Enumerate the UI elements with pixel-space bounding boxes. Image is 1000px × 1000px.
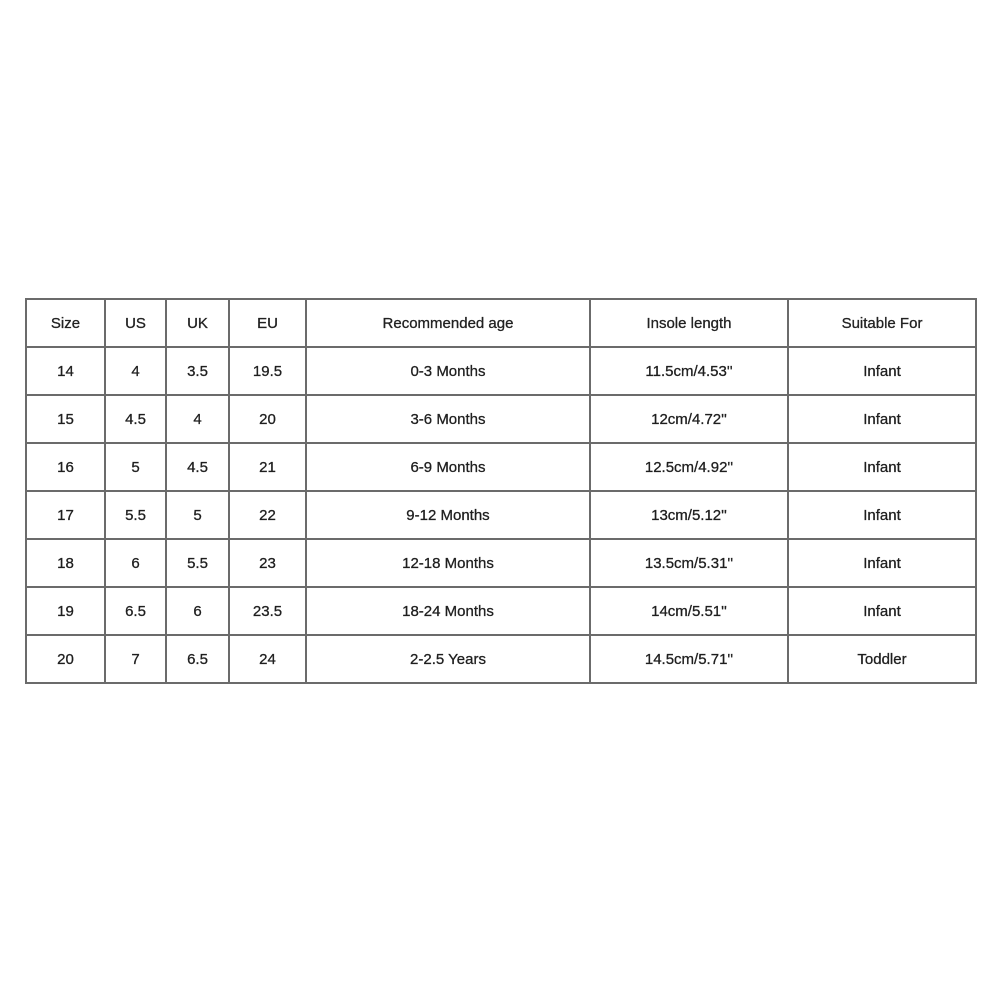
cell-uk: 6.5	[166, 635, 229, 683]
cell-us: 4	[105, 347, 166, 395]
cell-uk: 4	[166, 395, 229, 443]
cell-recommended-age: 0-3 Months	[306, 347, 590, 395]
cell-size: 14	[26, 347, 105, 395]
cell-us: 5.5	[105, 491, 166, 539]
cell-us: 6	[105, 539, 166, 587]
cell-recommended-age: 12-18 Months	[306, 539, 590, 587]
cell-recommended-age: 9-12 Months	[306, 491, 590, 539]
cell-uk: 4.5	[166, 443, 229, 491]
cell-uk: 5	[166, 491, 229, 539]
header-us: US	[105, 299, 166, 347]
cell-us: 6.5	[105, 587, 166, 635]
cell-insole-length: 13.5cm/5.31''	[590, 539, 788, 587]
table-row	[26, 491, 976, 539]
cell-suitable-for: Infant	[788, 587, 976, 635]
cell-recommended-age: 6-9 Months	[306, 443, 590, 491]
size-chart-table	[25, 298, 977, 684]
cell-suitable-for: Infant	[788, 539, 976, 587]
header-uk: UK	[166, 299, 229, 347]
cell-suitable-for: Infant	[788, 443, 976, 491]
header-eu: EU	[229, 299, 306, 347]
cell-size: 17	[26, 491, 105, 539]
cell-insole-length: 13cm/5.12''	[590, 491, 788, 539]
header-size: Size	[26, 299, 105, 347]
cell-us: 7	[105, 635, 166, 683]
cell-us: 4.5	[105, 395, 166, 443]
table-row	[26, 539, 976, 587]
cell-size: 16	[26, 443, 105, 491]
cell-size: 15	[26, 395, 105, 443]
cell-eu: 20	[229, 395, 306, 443]
table-header	[26, 299, 976, 347]
header-recommended-age: Recommended age	[306, 299, 590, 347]
cell-insole-length: 14cm/5.51''	[590, 587, 788, 635]
cell-eu: 23.5	[229, 587, 306, 635]
cell-uk: 6	[166, 587, 229, 635]
header-suitable-for: Suitable For	[788, 299, 976, 347]
header-row	[26, 299, 976, 347]
table-row	[26, 395, 976, 443]
table-row	[26, 347, 976, 395]
cell-eu: 21	[229, 443, 306, 491]
table-row	[26, 587, 976, 635]
cell-recommended-age: 3-6 Months	[306, 395, 590, 443]
cell-suitable-for: Infant	[788, 347, 976, 395]
header-insole-length: Insole length	[590, 299, 788, 347]
cell-insole-length: 12.5cm/4.92''	[590, 443, 788, 491]
cell-eu: 22	[229, 491, 306, 539]
cell-insole-length: 11.5cm/4.53''	[590, 347, 788, 395]
cell-uk: 5.5	[166, 539, 229, 587]
cell-uk: 3.5	[166, 347, 229, 395]
table-row	[26, 635, 976, 683]
cell-insole-length: 12cm/4.72''	[590, 395, 788, 443]
cell-suitable-for: Toddler	[788, 635, 976, 683]
cell-suitable-for: Infant	[788, 395, 976, 443]
cell-size: 18	[26, 539, 105, 587]
cell-suitable-for: Infant	[788, 491, 976, 539]
cell-size: 20	[26, 635, 105, 683]
table-row	[26, 443, 976, 491]
table-body	[26, 347, 976, 683]
cell-eu: 19.5	[229, 347, 306, 395]
cell-size: 19	[26, 587, 105, 635]
cell-eu: 23	[229, 539, 306, 587]
cell-insole-length: 14.5cm/5.71''	[590, 635, 788, 683]
cell-eu: 24	[229, 635, 306, 683]
cell-us: 5	[105, 443, 166, 491]
cell-recommended-age: 18-24 Months	[306, 587, 590, 635]
cell-recommended-age: 2-2.5 Years	[306, 635, 590, 683]
